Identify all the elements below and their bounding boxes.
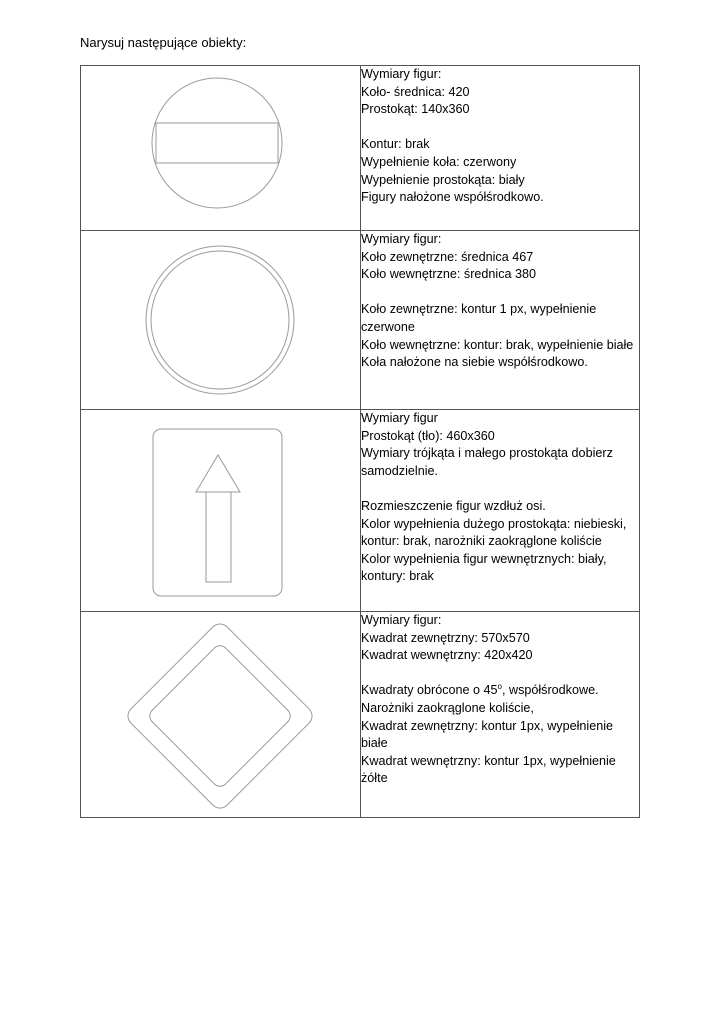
text-line: Koło- średnica: 420: [361, 84, 470, 99]
text-line: Wymiary figur:: [361, 232, 442, 246]
table-row: [81, 231, 640, 410]
text-line: Prostokąt (tło): 460x360: [361, 428, 495, 443]
rotation-line: [361, 682, 639, 700]
page-heading: Narysuj następujące obiekty:: [80, 35, 247, 50]
description-cell-one-way: [361, 410, 640, 612]
text-line: Koło wewnętrzne: kontur: brak, wypełnienie białe: [361, 337, 634, 352]
text-line: Kontur: brak: [361, 137, 430, 152]
text-line: Koło wewnętrzne: średnica 380: [361, 267, 537, 282]
text-line: Kwadrat wewnętrzny: 420x420: [361, 648, 533, 663]
text-line: Rozmieszczenie figur wzdłuż osi.: [361, 498, 546, 513]
rotation-text-tail: , współśrodkowe.: [501, 683, 599, 698]
text-line: Wypełnienie koła: czerwony: [361, 154, 517, 169]
text-line: [361, 284, 639, 302]
text-line: Wymiary figur:: [361, 613, 442, 627]
text-line: [361, 480, 639, 498]
table-row: [81, 410, 640, 612]
text-line: Kwadrat wewnętrzny: kontur 1px, wypełnienie żółte: [361, 753, 616, 786]
text-line: Koło zewnętrzne: kontur 1 px, wypełnienie czerwone: [361, 302, 597, 334]
drawing-cell-priority-road: [81, 612, 361, 818]
text-line: [361, 665, 639, 683]
text-line: Kwadrat zewnętrzny: kontur 1px, wypełnienie białe: [361, 718, 614, 751]
text-line: Prostokąt: 140x360: [361, 102, 470, 117]
text-line: Kwadrat zewnętrzny: 570x570: [361, 630, 530, 645]
drawing-cell-prohibition: [81, 231, 361, 410]
no-entry-sign-drawing: [81, 66, 360, 230]
rotation-text: Kwadraty obrócone o 45: [361, 683, 498, 698]
text-line: Kolor wypełnienia dużego prostokąta: niebieski, kontur: brak, narożniki zaokrąglone koliście: [361, 516, 627, 549]
text-line: Wymiary trójkąta i małego prostokąta dobierz samodzielnie.: [361, 446, 613, 478]
text-line: Wymiary figur: [361, 411, 438, 425]
description-cell-no-entry: [361, 66, 640, 231]
description-cell-prohibition: [361, 231, 640, 410]
one-way-sign-drawing: [81, 410, 360, 611]
description-cell-priority-road: [361, 612, 640, 818]
drawing-cell-no-entry: [81, 66, 361, 231]
text-line: Wypełnienie prostokąta: biały: [361, 172, 525, 187]
text-line: Kolor wypełnienia figur wewnętrznych: biały, kontury: brak: [361, 551, 607, 584]
degree-sign: o: [497, 682, 502, 692]
priority-road-sign-drawing: [81, 612, 360, 817]
text-line: Narożniki zaokrąglone koliście,: [361, 700, 534, 715]
table-row: [81, 66, 640, 231]
drawing-cell-one-way: [81, 410, 361, 612]
text-line: Figury nałożone współśrodkowo.: [361, 190, 544, 205]
text-line: Koła nałożone na siebie współśrodkowo.: [361, 355, 588, 370]
figures-table: [80, 65, 640, 818]
table-row: [81, 612, 640, 818]
text-line: Koło zewnętrzne: średnica 467: [361, 249, 534, 264]
text-line: Wymiary figur:: [361, 67, 442, 81]
text-line: [361, 119, 639, 137]
prohibition-sign-drawing: [81, 231, 360, 409]
